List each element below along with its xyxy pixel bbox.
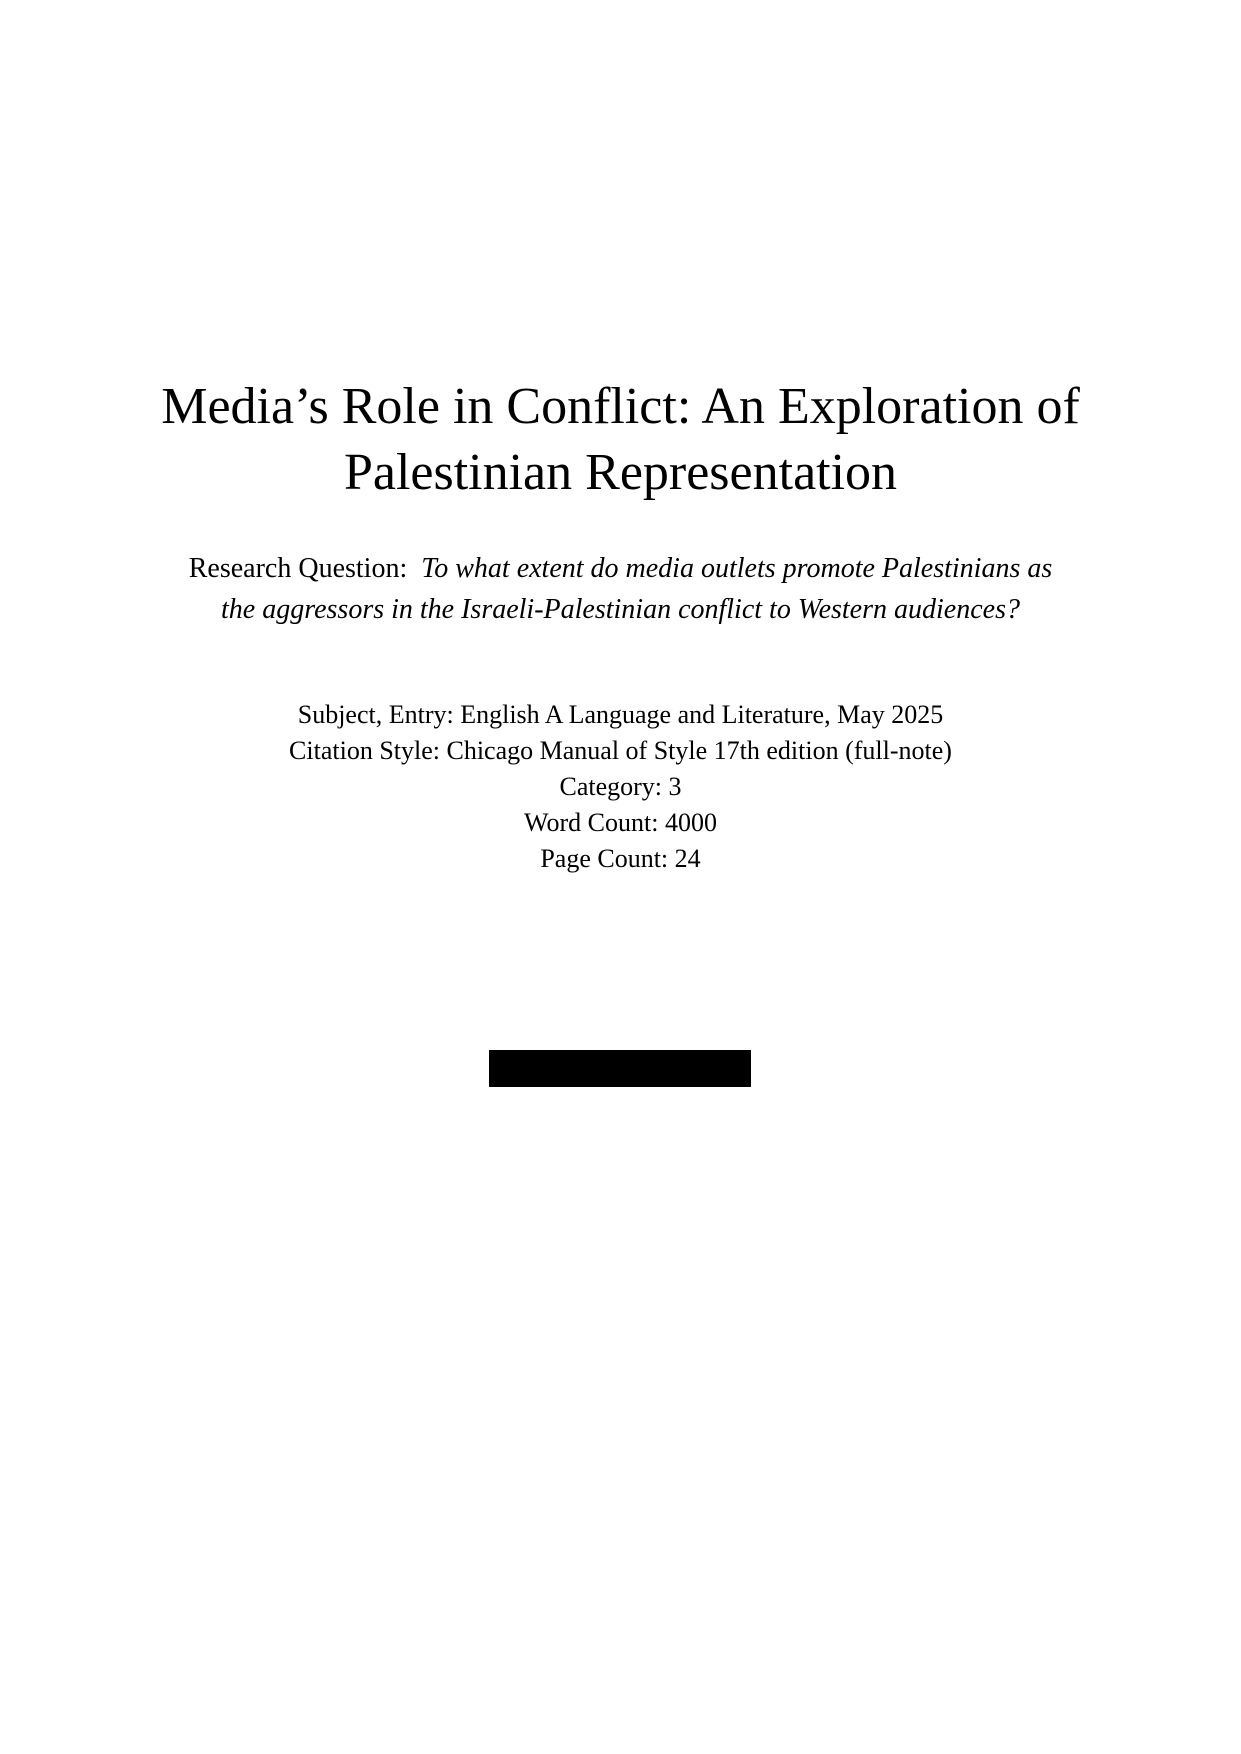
essay-metadata [0, 697, 1241, 877]
document-title [0, 374, 1241, 506]
research-question-text-1: To what extent do media outlets promote Palestinians as [421, 553, 1053, 584]
page-count: Page Count: 24 [540, 844, 701, 873]
title-line-2: Palestinian Representation [343, 444, 898, 501]
word-count: Word Count: 4000 [524, 808, 717, 837]
research-question-text-2: the aggressors in the Israeli-Palestinian conflict to Western audiences? [221, 594, 1020, 625]
citation-style: Citation Style: Chicago Manual of Style 17th edition (full-note) [289, 736, 952, 765]
research-question [0, 548, 1241, 630]
category: Category: 3 [559, 772, 682, 801]
title-line-1: Media’s Role in Conflict: An Exploration of [161, 378, 1080, 435]
redaction-bar [489, 1050, 751, 1087]
subject-entry: Subject, Entry: English A Language and Literature, May 2025 [297, 700, 944, 729]
research-question-label: Research Question: [188, 553, 408, 584]
research-question-line-1 [0, 548, 1241, 589]
